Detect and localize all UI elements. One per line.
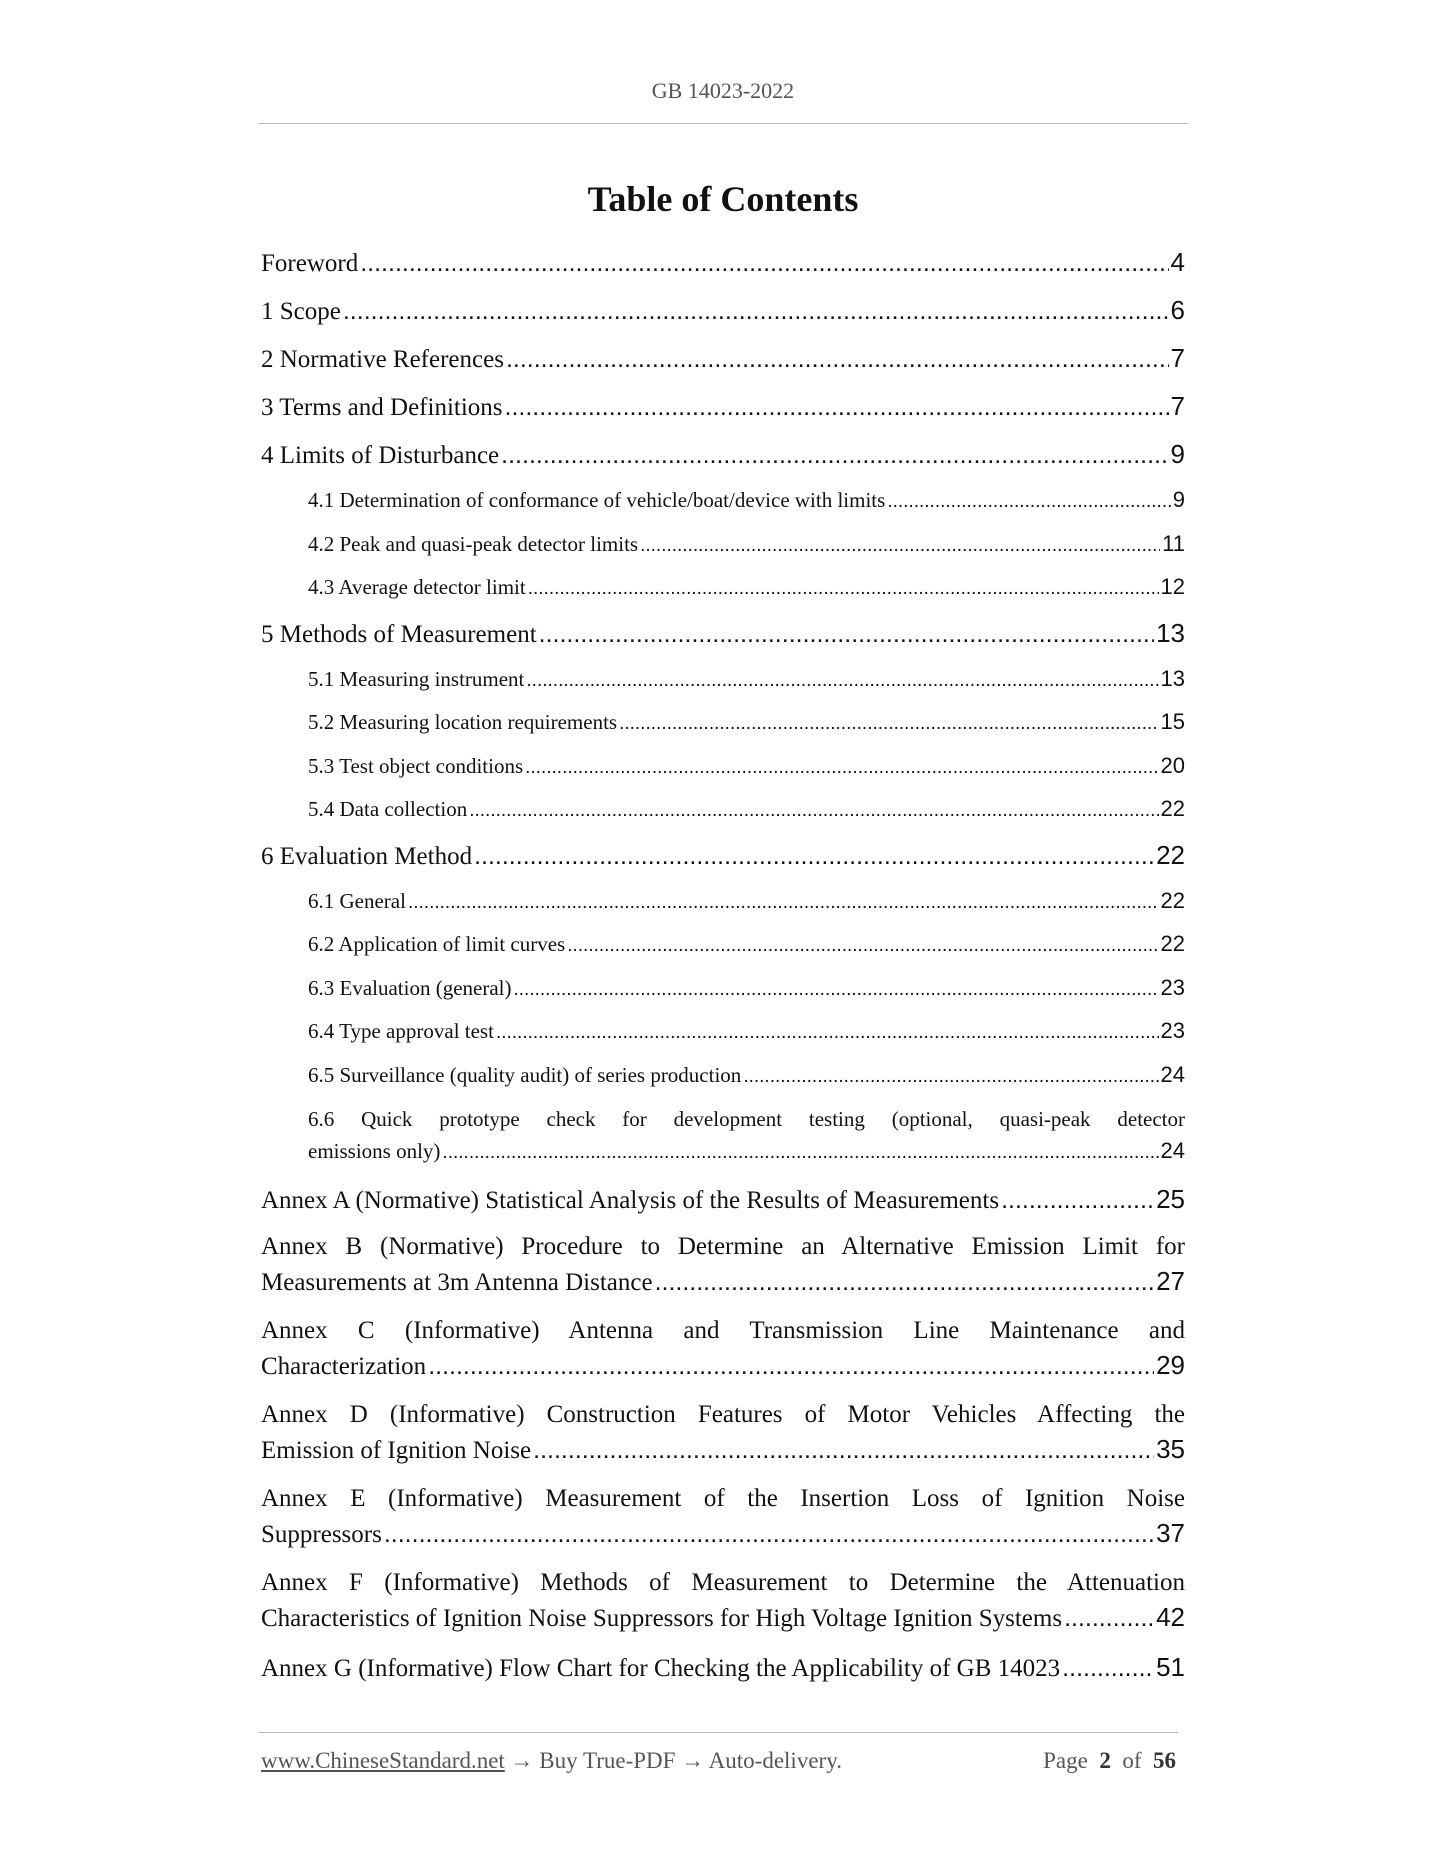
toc-entry-5-4[interactable] xyxy=(261,794,1185,824)
arrow-right-icon: → xyxy=(681,1748,705,1773)
page-label: Page xyxy=(1043,1748,1088,1773)
dot-leader xyxy=(528,574,1159,604)
toc-entry-page: 13 xyxy=(1160,665,1185,691)
toc-entry-6-evaluation-method[interactable] xyxy=(261,838,1185,872)
toc-entry-title-line1: Annex B (Normative) Procedure to Determine an Alternative Emission Limit for xyxy=(261,1232,1185,1260)
page-total: 56 xyxy=(1153,1748,1176,1773)
site-link[interactable]: www.ChineseStandard.net xyxy=(261,1748,505,1773)
footer-divider xyxy=(258,1732,1178,1733)
toc-entry-page: 22 xyxy=(1160,931,1185,956)
toc-entry-5-methods-of-measurement[interactable] xyxy=(261,616,1185,650)
dot-leader xyxy=(505,390,1169,424)
toc-entry-4-3[interactable] xyxy=(261,572,1185,602)
toc-entry-title: Annex G (Informative) Flow Chart for Checking the Applicability of GB 14023 xyxy=(261,1654,1061,1682)
toc-entry-6-6[interactable] xyxy=(261,1103,1185,1168)
toc-entry-page: 23 xyxy=(1160,1018,1185,1043)
toc-entry-page: 51 xyxy=(1156,1651,1185,1682)
page-header: GB 14023-2022 xyxy=(651,78,795,103)
dot-leader xyxy=(496,1018,1159,1048)
dot-leader xyxy=(567,931,1158,961)
dot-leader xyxy=(525,753,1158,783)
toc-entry-page: 22 xyxy=(1160,887,1185,913)
page-current: 2 xyxy=(1099,1748,1111,1773)
toc-entry-annex-f[interactable] xyxy=(261,1566,1185,1636)
dot-leader xyxy=(384,1517,1154,1551)
toc-entry-title: 3 Terms and Definitions xyxy=(261,394,503,421)
toc-entry-title-line1: Annex D (Informative) Construction Features of Motor Vehicles Affecting the xyxy=(261,1400,1185,1428)
toc-entry-title-line2: emissions only) xyxy=(308,1139,441,1163)
dot-leader xyxy=(1064,1601,1154,1635)
dot-leader xyxy=(539,617,1154,651)
dot-leader xyxy=(428,1349,1154,1383)
toc-entry-page: 25 xyxy=(1156,1183,1185,1214)
toc-entry-title: 4 Limits of Disturbance xyxy=(261,442,500,469)
toc-entry-title-line2: Measurements at 3m Antenna Distance xyxy=(261,1268,653,1296)
toc-entry-page: 6 xyxy=(1170,295,1185,325)
toc-entry-page: 15 xyxy=(1160,709,1185,734)
toc-entry-6-2[interactable] xyxy=(261,929,1185,959)
dot-leader xyxy=(526,666,1158,696)
toc-entry-annex-b[interactable] xyxy=(261,1230,1185,1300)
dot-leader xyxy=(408,888,1159,918)
toc-entry-title: 6.2 Application of limit curves xyxy=(308,932,566,956)
toc-entry-page: 9 xyxy=(1170,439,1185,469)
dot-leader xyxy=(474,839,1154,873)
dot-leader xyxy=(514,975,1159,1005)
toc-entry-page: 27 xyxy=(1156,1265,1185,1296)
toc-entry-title-line2: Suppressors xyxy=(261,1520,382,1548)
toc-entry-title: 5.4 Data collection xyxy=(308,797,468,821)
toc-entry-title: 4.2 Peak and quasi-peak detector limits xyxy=(308,531,639,556)
toc-entry-title-line1: Annex F (Informative) Methods of Measurement to Determine the Attenuation xyxy=(261,1568,1185,1596)
dot-leader xyxy=(469,796,1158,826)
toc-entry-title: 4.1 Determination of conformance of vehicle/boat/device with limits xyxy=(308,488,886,512)
toc-entry-title: Foreword xyxy=(261,250,359,277)
toc-entry-6-1[interactable] xyxy=(261,886,1185,916)
toc-entry-title-line1: Annex C (Informative) Antenna and Transmission Line Maintenance and xyxy=(261,1316,1185,1344)
dot-leader xyxy=(1062,1651,1154,1685)
toc-entry-page: 29 xyxy=(1156,1349,1185,1380)
toc-entry-page: 42 xyxy=(1156,1601,1185,1632)
page-title: Table of Contents xyxy=(587,179,859,219)
dot-leader xyxy=(1001,1183,1154,1217)
toc-entry-4-2[interactable] xyxy=(261,529,1185,559)
arrow-right-icon: → xyxy=(510,1748,534,1773)
toc-entry-page: 24 xyxy=(1160,1138,1185,1163)
toc-entry-title-line2: Characterization xyxy=(261,1352,427,1380)
toc-entry-annex-g[interactable] xyxy=(261,1650,1185,1684)
dot-leader xyxy=(501,438,1168,472)
toc-entry-title: 6.3 Evaluation (general) xyxy=(308,975,512,1000)
page-footer xyxy=(261,1748,1176,1774)
dot-leader xyxy=(640,531,1160,561)
toc-entry-title: 5 Methods of Measurement xyxy=(261,620,537,648)
toc-entry-6-5[interactable] xyxy=(261,1060,1185,1090)
toc-entry-page: 4 xyxy=(1170,247,1185,277)
toc-entry-5-2[interactable] xyxy=(261,707,1185,737)
page-indicator xyxy=(1043,1748,1176,1774)
toc-entry-4-1[interactable] xyxy=(261,485,1185,515)
auto-delivery-text: Auto-delivery. xyxy=(708,1748,842,1773)
dot-leader xyxy=(619,709,1158,739)
footer-promo xyxy=(261,1748,842,1774)
toc-entry-title-line2: Emission of Ignition Noise xyxy=(261,1436,532,1464)
toc-entry-page: 11 xyxy=(1162,530,1185,556)
toc-entry-page: 12 xyxy=(1160,574,1185,599)
toc-entry-annex-e[interactable] xyxy=(261,1482,1185,1552)
toc-entry-title: 6.4 Type approval test xyxy=(308,1019,494,1043)
toc-entry-title-line2: Characteristics of Ignition Noise Suppressors for High Voltage Ignition Systems xyxy=(261,1604,1063,1632)
toc-entry-annex-c[interactable] xyxy=(261,1314,1185,1384)
toc-entry-title: 4.3 Average detector limit xyxy=(308,575,526,599)
table-of-contents xyxy=(261,245,1185,1698)
toc-entry-page: 23 xyxy=(1160,974,1185,1000)
dot-leader xyxy=(533,1433,1154,1467)
toc-entry-title: 6.1 General xyxy=(308,888,406,913)
toc-entry-annex-d[interactable] xyxy=(261,1398,1185,1468)
toc-entry-5-1[interactable] xyxy=(261,664,1185,694)
toc-entry-foreword[interactable] xyxy=(261,245,1185,279)
toc-entry-page: 24 xyxy=(1160,1061,1185,1087)
toc-entry-title: 2 Normative References xyxy=(261,346,504,373)
toc-entry-annex-a[interactable] xyxy=(261,1182,1185,1216)
toc-entry-6-3[interactable] xyxy=(261,973,1185,1003)
dot-leader xyxy=(343,294,1169,328)
toc-entry-title-line1: 6.6 Quick prototype check for development testing (optional, quasi-peak detector xyxy=(308,1107,1185,1131)
toc-entry-1-scope[interactable] xyxy=(261,293,1185,327)
toc-entry-page: 20 xyxy=(1160,752,1185,778)
toc-entry-page: 7 xyxy=(1170,343,1185,373)
toc-entry-title: 5.1 Measuring instrument xyxy=(308,666,525,691)
toc-entry-page: 22 xyxy=(1156,839,1185,870)
dot-leader xyxy=(360,246,1168,280)
dot-leader xyxy=(743,1062,1158,1092)
toc-entry-3-terms-and-definitions[interactable] xyxy=(261,389,1185,423)
dot-leader xyxy=(655,1265,1155,1299)
dot-leader xyxy=(506,342,1169,376)
toc-entry-page: 35 xyxy=(1156,1433,1185,1464)
toc-entry-title: Annex A (Normative) Statistical Analysis of the Results of Measurements xyxy=(261,1186,1000,1214)
toc-entry-5-3[interactable] xyxy=(261,751,1185,781)
toc-entry-page: 22 xyxy=(1160,796,1185,821)
toc-entry-title: 1 Scope xyxy=(261,298,341,325)
toc-entry-title: 5.3 Test object conditions xyxy=(308,753,524,778)
toc-entry-title: 6.5 Surveillance (quality audit) of series production xyxy=(308,1062,742,1087)
buy-pdf-text: Buy True-PDF xyxy=(539,1748,676,1773)
dot-leader xyxy=(887,487,1170,517)
toc-entry-4-limits-of-disturbance[interactable] xyxy=(261,437,1185,471)
toc-entry-page: 7 xyxy=(1170,391,1185,421)
toc-entry-page: 13 xyxy=(1156,617,1185,648)
toc-entry-title: 6 Evaluation Method xyxy=(261,842,473,870)
toc-entry-6-4[interactable] xyxy=(261,1016,1185,1046)
toc-entry-title: 5.2 Measuring location requirements xyxy=(308,710,618,734)
header-divider xyxy=(258,123,1188,124)
toc-entry-title-line1: Annex E (Informative) Measurement of the Insertion Loss of Ignition Noise xyxy=(261,1484,1185,1512)
toc-entry-page: 9 xyxy=(1172,487,1185,512)
dot-leader xyxy=(442,1138,1158,1168)
toc-entry-page: 37 xyxy=(1156,1517,1185,1548)
page-of-label: of xyxy=(1122,1748,1142,1773)
toc-entry-2-normative-references[interactable] xyxy=(261,341,1185,375)
